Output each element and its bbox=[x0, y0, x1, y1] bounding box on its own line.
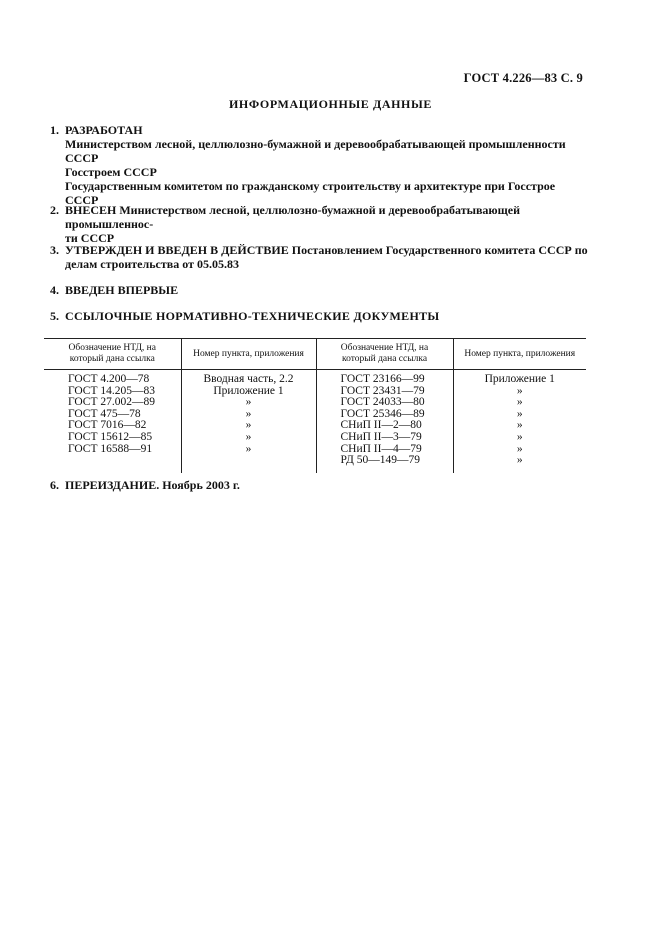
section-number: 3. bbox=[50, 243, 59, 257]
doc-designation: ГОСТ 23166—99 bbox=[340, 373, 425, 385]
section-approved bbox=[50, 243, 590, 271]
section-number: 6. bbox=[50, 478, 59, 492]
section-number: 1. bbox=[50, 123, 59, 137]
section-heading: УТВЕРЖДЕН И ВВЕДЕН В ДЕЙСТВИЕ bbox=[65, 243, 289, 257]
point-number: Вводная часть, 2.2 bbox=[203, 373, 294, 385]
table-header-row bbox=[44, 339, 586, 370]
section-heading: ВВЕДЕН ВПЕРВЫЕ bbox=[65, 283, 179, 297]
table-row bbox=[44, 370, 586, 473]
developer-line: Госстроем СССР bbox=[65, 165, 157, 179]
reference-table bbox=[44, 338, 586, 473]
section-heading: ВНЕСЕН bbox=[65, 203, 117, 217]
section-introduced bbox=[50, 203, 590, 245]
page-header: ГОСТ 4.226—83 С. 9 bbox=[463, 71, 583, 85]
section-reissue bbox=[50, 478, 590, 492]
section-number: 2. bbox=[50, 203, 59, 217]
section-heading: РАЗРАБОТАН bbox=[65, 123, 143, 137]
header-doc-designation: Обозначение НТД, на который дана ссылка bbox=[44, 339, 181, 370]
section-first-introduced bbox=[50, 283, 590, 297]
point-number: » bbox=[516, 430, 523, 443]
section-text: ти СССР bbox=[65, 231, 115, 245]
point-number: » bbox=[245, 430, 252, 443]
doc-designation: ГОСТ 27.002—89 bbox=[68, 396, 156, 409]
section-developed bbox=[50, 123, 590, 207]
developer-line: СССР bbox=[65, 151, 99, 165]
developer-line: Министерством лесной, целлюлозно-бумажной и деревообрабатывающей промышленности bbox=[65, 137, 566, 151]
header-point-number: Номер пункта, приложения bbox=[181, 339, 316, 370]
doc-designation: ГОСТ 14.205—83 bbox=[68, 384, 156, 397]
right-docs-column bbox=[316, 370, 453, 473]
doc-designation: ГОСТ 15612—85 bbox=[68, 430, 153, 443]
header-point-number: Номер пункта, приложения bbox=[453, 339, 586, 370]
doc-designation: ГОСТ 475—78 bbox=[68, 407, 141, 420]
left-points-column bbox=[181, 370, 316, 473]
point-number: » bbox=[516, 384, 523, 397]
section-text: Министерством лесной, целлюлозно-бумажной и деревообрабатывающей промышленнос- bbox=[65, 203, 520, 231]
doc-designation: СНиП II—4—79 bbox=[340, 442, 422, 455]
right-points-column bbox=[453, 370, 586, 473]
doc-designation: СНиП II—3—79 bbox=[340, 430, 422, 443]
point-number: » bbox=[516, 396, 523, 409]
point-number: » bbox=[516, 407, 523, 420]
section-text: делам строительства от 05.05.83 bbox=[65, 257, 239, 271]
doc-designation: ГОСТ 24033—80 bbox=[340, 396, 425, 409]
point-number: » bbox=[245, 396, 252, 409]
doc-designation: ГОСТ 25346—89 bbox=[340, 407, 425, 420]
doc-designation: ГОСТ 16588—91 bbox=[68, 442, 153, 455]
left-docs-column bbox=[44, 370, 181, 473]
section-number: 4. bbox=[50, 283, 59, 297]
point-number: » bbox=[516, 454, 523, 467]
point-number: » bbox=[245, 442, 252, 455]
document-title: ИНФОРМАЦИОННЫЕ ДАННЫЕ bbox=[229, 97, 432, 111]
point-number: » bbox=[245, 407, 252, 420]
section-reference-documents bbox=[50, 309, 590, 323]
header-doc-designation: Обозначение НТД, на который дана ссылка bbox=[316, 339, 453, 370]
section-number: 5. bbox=[50, 309, 59, 323]
section-text: Постановлением Государственного комитета СССР по bbox=[291, 243, 588, 257]
point-number: » bbox=[516, 419, 523, 432]
doc-designation: ГОСТ 7016—82 bbox=[68, 419, 147, 432]
doc-designation: СНиП II—2—80 bbox=[340, 419, 422, 432]
doc-designation: ГОСТ 4.200—78 bbox=[68, 373, 150, 385]
section-heading: ССЫЛОЧНЫЕ НОРМАТИВНО-ТЕХНИЧЕСКИЕ ДОКУМЕНТЫ bbox=[65, 309, 440, 323]
point-number: Приложение 1 bbox=[213, 384, 284, 397]
point-number: Приложение 1 bbox=[484, 373, 555, 385]
section-heading: ПЕРЕИЗДАНИЕ. Ноябрь 2003 г. bbox=[65, 478, 240, 492]
point-number: » bbox=[245, 419, 252, 432]
point-number: » bbox=[516, 442, 523, 455]
doc-designation: РД 50—149—79 bbox=[340, 454, 421, 467]
developer-line: Государственным комитетом по гражданскому строительству и архитектуре при Госстрое СССР bbox=[65, 179, 556, 207]
doc-designation: ГОСТ 23431—79 bbox=[340, 384, 425, 397]
